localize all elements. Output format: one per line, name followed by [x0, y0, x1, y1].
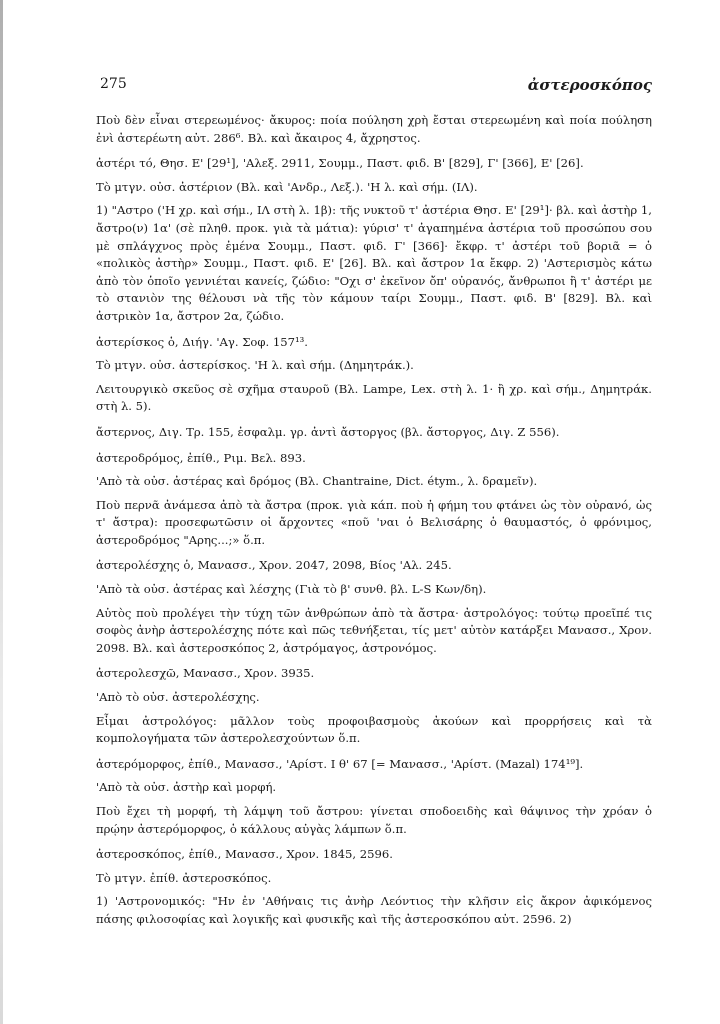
entry-asteroskopos-head: ἀστεροσκόπος, ἐπίθ., Μανασσ., Χρον. 1845, 2596. [96, 847, 393, 862]
entry-asterodromos-head: ἀστεροδρόμος, ἐπίθ., Ριμ. Βελ. 893. [96, 450, 306, 465]
entry-asterodromos-definition: Ποὺ περνᾶ ἀνάμεσα ἀπὸ τὰ ἄστρα (προκ. γιὰ κάπ. ποὺ ἡ φήμη του φτάνει ὡς τὸν οὐρανό, ὡς τ' ἄστρα): προσεφωτῶσιν οἱ ἄρχοντες «ποῦ 'ναι ὁ Βελισάρης ὁ θαυμαστός, ὁ φρόνιμος, ἀστεροδρόμος "Αρης...;» ὅ.π. [96, 497, 652, 547]
entry-asterolesches-etymology: 'Απὸ τὰ οὐσ. ἀστέρας καὶ λέσχης (Γιὰ τὸ β' συνθ. βλ. L-S Κων/δη). [96, 582, 487, 597]
entry-asterolescho-head: ἀστερολεσχῶ, Μανασσ., Χρον. 3935. [96, 666, 315, 681]
entry-asterolesches-definition: Αὐτὸς ποὺ προλέγει τὴν τύχη τῶν ἀνθρώπων ἀπὸ τὰ ἄστρα· ἀστρολόγος: τούτῳ προεῖπέ τις σοφὸς ἀνὴρ ἀστερολέσχης πότε καὶ πῶς τεθνήξεται, τίς μετ' αὐτὸν κατάρξει Μανασσ., Χρον. 2098. Βλ. καὶ ἀστεροσκόπος 2, ἀστρόμαγος, ἀστρονόμος. [96, 605, 652, 655]
entry-asteri-senses: 1) "Αστρο ('Η χρ. καὶ σήμ., ΙΛ στὴ λ. 1β): τῆς νυκτοῦ τ' ἀστέρια Θησ. Ε' [29¹]· βλ. καὶ ἀστὴρ 1, ἄστρο(ν) 1α' (σὲ πληθ. προκ. γιὰ τὰ μάτια): γύρισ' τ' ἀγαπημένα ἀστέρια τοῦ προσώπου σου μὲ σπλάγχνος πρὸς ἐμένα Σουμμ., Παστ. φιδ. Γ' [366]· ἔκφρ. τ' ἀστέρι τοῦ βοριᾶ = ὁ «πολικὸς ἀστὴρ» Σουμμ., Παστ. φιδ. Ε' [26]. Βλ. καὶ ἄστρον 1α ἔκφρ. 2) 'Αστερισμὸς κάτω ἀπὸ τὸν ὁποῖο γεννιέται κανείς, ζώδιο: "Οχι σ' ἐκεῖνον ὄπ' οὐρανός, ἄνθρωποι ἢ τ' ἀστέρι με τὸ στανιὸν της θέλουσι νὰ τῆς τὸν κάμουν ταίρι Σουμμ., Παστ. φιδ. Β' [829]. Βλ. καὶ ἀστρικὸν 1α, ἄστρον 2α, ζώδιο. [96, 203, 652, 323]
entry-asteromorphos-etymology: 'Απὸ τὰ οὐσ. ἀστὴρ καὶ μορφή. [96, 780, 277, 795]
page-edge-mark [0, 0, 3, 1024]
entry-asteriskos-head: ἀστερίσκος ὁ, Διήγ. 'Αγ. Σοφ. 157¹³. [96, 334, 308, 349]
entry-asterolescho-definition: Εἶμαι ἀστρολόγος: μᾶλλον τοὺς προφοιβασμοὺς ἀκούων καὶ προρρήσεις καὶ τὰ κομπολογήματα τῶν ἀστερολεσχούντων ὅ.π. [96, 713, 652, 746]
entry-asteroskopos-sense-1: 1) 'Αστρονομικός: "Ην ἐν 'Αθήναις τις ἀνὴρ Λεόντιος τὴν κλῆσιν εἰς ἄκρον ἀφικόμενος πάσης φιλοσοφίας καὶ λογικῆς καὶ φυσικῆς καὶ τῆς ἀστεροσκόπου αὐτ. 2596. 2) [96, 894, 652, 926]
running-header [96, 76, 652, 100]
entry-asteroskopos-etymology: Τὸ μτγν. ἐπίθ. ἀστεροσκόπος. [96, 870, 272, 885]
entry-asteromorphos-definition: Ποὺ ἔχει τὴ μορφή, τὴ λάμψη τοῦ ἄστρου: γίνεται σποδοειδὴς καὶ θάψινος τὴν χρόαν ὁ πρῴην ἀστερόμορφος, ὁ κάλλους αὐγὰς λάμπων ὅ.π. [96, 804, 652, 836]
entry-asteriskos-etymology: Τὸ μτγν. οὐσ. ἀστερίσκος. 'Η λ. καὶ σήμ. (Δημητράκ.). [96, 358, 414, 373]
entry-asterolesches-head: ἀστερολέσχης ὁ, Μανασσ., Χρον. 2047, 2098, Βίος 'Αλ. 245. [96, 558, 452, 573]
running-headword: ἀστεροσκόπος [527, 76, 652, 94]
entry-asternos-head: ἄστερνος, Διγ. Τρ. 155, ἐσφαλμ. γρ. ἀντὶ ἄστοργος (βλ. ἄστοργος, Διγ. Ζ 556). [96, 424, 560, 439]
entry-asteromorphos-head: ἀστερόμορφος, ἐπίθ., Μανασσ., 'Αρίστ. Ι θ' 67 [= Μανασσ., 'Αρίστ. (Mazal) 174¹⁹]. [96, 756, 584, 771]
entry-asterodromos-etymology: 'Απὸ τὰ οὐσ. ἀστέρας καὶ δρόμος (Βλ. Chantraine, Dict. étym., λ. δραμεῖν). [96, 474, 538, 489]
entry-asteri-etymology: Τὸ μτγν. οὐσ. ἀστέριον (Βλ. καὶ 'Ανδρ., Λεξ.). 'Η λ. καὶ σήμ. (ΙΛ). [96, 179, 478, 194]
entry-asteri-head: ἀστέρι τό, Θησ. Ε' [29¹], 'Αλεξ. 2911, Σουμμ., Παστ. φιδ. Β' [829], Γ' [366], Ε' [26]. [96, 156, 584, 171]
entry-continuation: Ποὺ δὲν εἶναι στερεωμένος· ἄκυρος: ποία πούληση χρὴ ἔσται στερεωμένη καὶ ποία πούληση ἐνὶ ἀστερέωτη αὐτ. 286⁶. Βλ. καὶ ἄκαιρος 4, ἄχρηστος. [96, 113, 652, 145]
page-number: 275 [100, 76, 127, 92]
entry-asteriskos-definition: Λειτουργικὸ σκεῦος σὲ σχῆμα σταυροῦ (Βλ. Lampe, Lex. στὴ λ. 1· ἢ χρ. καὶ σήμ., Δημητράκ. στὴ λ. 5). [96, 381, 652, 414]
dictionary-page [96, 76, 652, 935]
entry-asterolescho-etymology: 'Απὸ τὸ οὐσ. ἀστερολέσχης. [96, 690, 260, 705]
